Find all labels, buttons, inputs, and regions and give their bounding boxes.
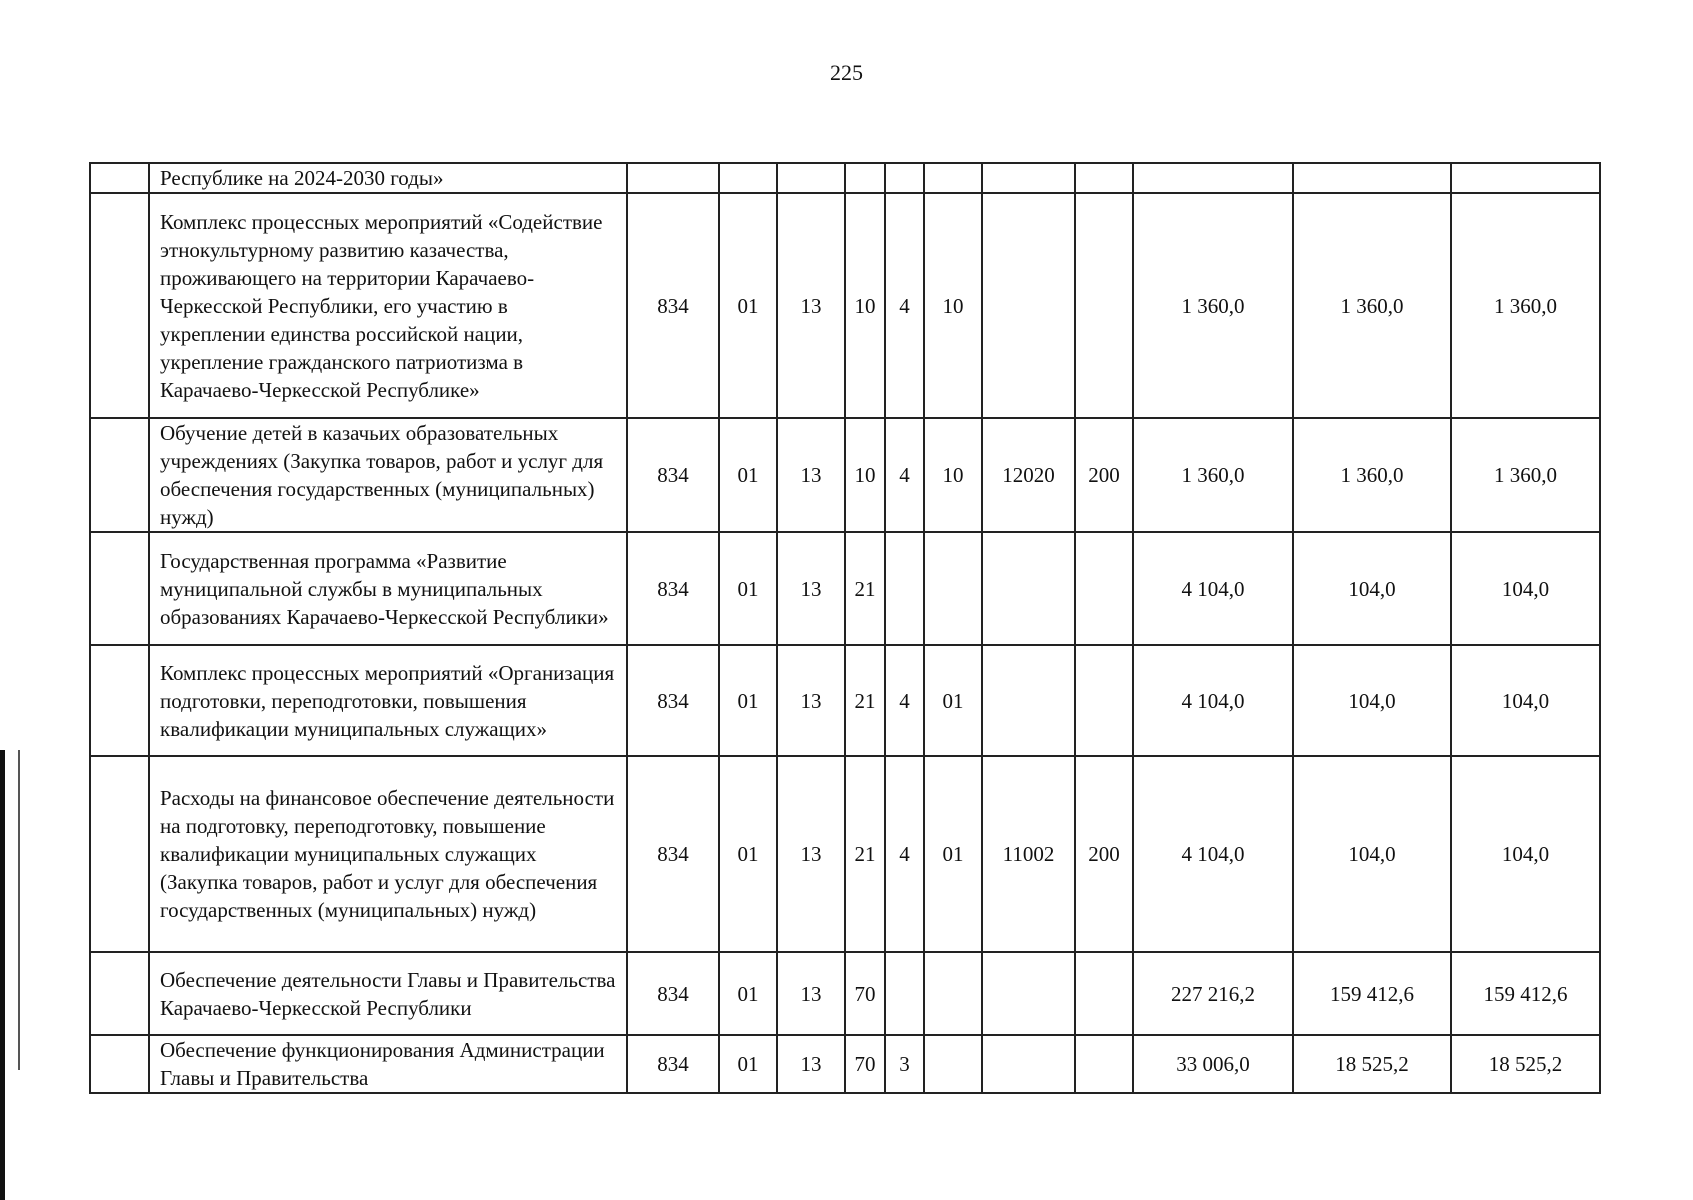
amount-cell: 1 360,0 [1451,193,1600,418]
code-cell: 4 [885,418,924,532]
row-number-cell [90,952,149,1035]
row-number-cell [90,756,149,952]
amount-cell: 1 360,0 [1133,418,1293,532]
amount-cell: 1 360,0 [1133,193,1293,418]
item-name-cell: Республике на 2024-2030 годы» [149,163,627,193]
scan-edge-mark [0,750,5,1200]
code-cell: 21 [845,532,885,645]
code-cell [982,645,1075,756]
code-cell: 834 [627,756,719,952]
code-cell [924,1035,982,1093]
amount-cell: 1 360,0 [1451,418,1600,532]
code-cell: 21 [845,756,885,952]
code-cell: 834 [627,193,719,418]
code-cell: 13 [777,952,845,1035]
code-cell: 4 [885,193,924,418]
code-cell [1075,1035,1133,1093]
code-cell: 01 [719,193,777,418]
code-cell [924,163,982,193]
code-cell: 13 [777,1035,845,1093]
item-name-cell: Комплекс процессных мероприятий «Содействие этнокультурному развитию казачества, проживающего на территории Карачаево-Черкесской Республики, его участию в укреплении единства российской нации, укрепление гражданского патриотизма в Карачаево-Черкесской Республике» [149,193,627,418]
row-number-cell [90,163,149,193]
row-number-cell [90,532,149,645]
page-number: 225 [830,60,863,85]
code-cell: 10 [845,193,885,418]
item-name-cell: Обеспечение функционирования Администрации Главы и Правительства [149,1035,627,1093]
code-cell: 11002 [982,756,1075,952]
amount-cell [1293,163,1451,193]
code-cell: 200 [1075,756,1133,952]
code-cell [982,1035,1075,1093]
code-cell: 10 [924,193,982,418]
amount-cell: 104,0 [1293,645,1451,756]
table-row [90,952,1600,1035]
item-name-cell: Обучение детей в казачьих образовательных учреждениях (Закупка товаров, работ и услуг для обеспечения государственных (муниципальных) нужд) [149,418,627,532]
code-cell [719,163,777,193]
row-number-cell [90,418,149,532]
amount-cell: 4 104,0 [1133,532,1293,645]
code-cell [1075,193,1133,418]
code-cell [982,952,1075,1035]
code-cell: 834 [627,532,719,645]
code-cell: 01 [719,952,777,1035]
code-cell [982,532,1075,645]
code-cell [845,163,885,193]
code-cell [924,532,982,645]
amount-cell: 4 104,0 [1133,756,1293,952]
code-cell: 70 [845,1035,885,1093]
code-cell: 13 [777,193,845,418]
amount-cell: 159 412,6 [1293,952,1451,1035]
code-cell: 834 [627,418,719,532]
code-cell [1075,163,1133,193]
code-cell [1075,645,1133,756]
table-row [90,418,1600,532]
code-cell: 4 [885,756,924,952]
row-number-cell [90,1035,149,1093]
amount-cell: 104,0 [1451,756,1600,952]
code-cell: 21 [845,645,885,756]
code-cell: 13 [777,418,845,532]
item-name-cell: Обеспечение деятельности Главы и Правительства Карачаево-Черкесской Республики [149,952,627,1035]
code-cell: 13 [777,756,845,952]
item-name-cell: Комплекс процессных мероприятий «Организация подготовки, переподготовки, повышения квалификации муниципальных служащих» [149,645,627,756]
code-cell [885,952,924,1035]
code-cell: 834 [627,952,719,1035]
amount-cell: 104,0 [1451,645,1600,756]
amount-cell: 104,0 [1293,532,1451,645]
code-cell: 01 [719,645,777,756]
code-cell: 01 [924,756,982,952]
code-cell: 01 [719,1035,777,1093]
amount-cell: 227 216,2 [1133,952,1293,1035]
code-cell: 13 [777,532,845,645]
table-row [90,163,1600,193]
code-cell [982,193,1075,418]
code-cell: 01 [924,645,982,756]
code-cell: 200 [1075,418,1133,532]
amount-cell: 18 525,2 [1293,1035,1451,1093]
table-row [90,645,1600,756]
code-cell [777,163,845,193]
code-cell [1075,952,1133,1035]
row-number-cell [90,645,149,756]
code-cell [982,163,1075,193]
code-cell [885,532,924,645]
code-cell [885,163,924,193]
table-row [90,193,1600,418]
code-cell: 70 [845,952,885,1035]
code-cell [1075,532,1133,645]
code-cell: 01 [719,756,777,952]
table-row [90,756,1600,952]
code-cell: 834 [627,645,719,756]
table-row [90,1035,1600,1093]
item-name-cell: Государственная программа «Развитие муниципальной службы в муниципальных образованиях Карачаево-Черкесской Республики» [149,532,627,645]
code-cell: 10 [845,418,885,532]
amount-cell: 104,0 [1293,756,1451,952]
amount-cell: 4 104,0 [1133,645,1293,756]
amount-cell: 1 360,0 [1293,193,1451,418]
amount-cell: 104,0 [1451,532,1600,645]
code-cell: 834 [627,1035,719,1093]
budget-table [89,162,1601,1094]
code-cell [924,952,982,1035]
table-body [90,163,1600,1093]
row-number-cell [90,193,149,418]
code-cell: 01 [719,532,777,645]
amount-cell [1133,163,1293,193]
code-cell [627,163,719,193]
code-cell: 3 [885,1035,924,1093]
code-cell: 13 [777,645,845,756]
amount-cell: 18 525,2 [1451,1035,1600,1093]
item-name-cell: Расходы на финансовое обеспечение деятельности на подготовку, переподготовку, повышение квалификации муниципальных служащих (Закупка товаров, работ и услуг для обеспечения государственных (муниципальных) нужд) [149,756,627,952]
amount-cell: 33 006,0 [1133,1035,1293,1093]
amount-cell: 1 360,0 [1293,418,1451,532]
amount-cell [1451,163,1600,193]
table-row [90,532,1600,645]
code-cell: 12020 [982,418,1075,532]
code-cell: 4 [885,645,924,756]
scan-line-mark [18,750,20,1070]
code-cell: 01 [719,418,777,532]
amount-cell: 159 412,6 [1451,952,1600,1035]
code-cell: 10 [924,418,982,532]
